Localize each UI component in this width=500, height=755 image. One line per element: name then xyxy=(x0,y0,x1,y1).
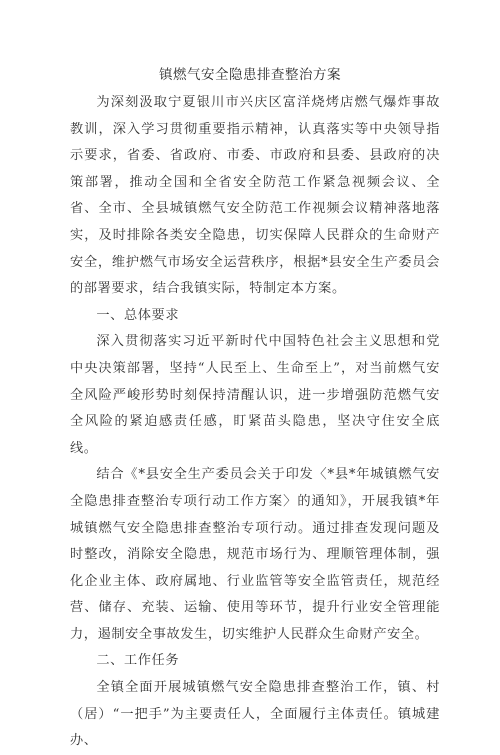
document-title: 镇燃气安全隐患排查整治方案 xyxy=(159,67,341,83)
body-paragraph: 全镇全面开展城镇燃气安全隐患排查整治工作，镇、村（居）“一把手”为主要责任人，全面履行主体责任。镇城建办、 xyxy=(70,680,440,749)
document-body xyxy=(70,90,440,755)
section-heading-general-requirements: 一、总体要求 xyxy=(96,307,180,323)
section-heading-work-tasks: 二、工作任务 xyxy=(96,653,180,669)
body-paragraph: 结合《*县安全生产委员会关于印发〈*县*年城镇燃气安全隐患排查整治专项行动工作方案〉的通知》，开展我镇*年城镇燃气安全隐患排查整治专项行动。通过排查发现问题及时整改，消除安全隐患，规范市场行为、理顺管理体制，强化企业主体、政府属地、行业监管等安全监管责任，规范经营、储存、充装、运输、使用等环节，提升行业安全管理能力，遏制安全事故发生，切实维护人民群众生命财产安全。 xyxy=(70,467,440,642)
intro-paragraph: 为深刻汲取宁夏银川市兴庆区富洋烧烤店燃气爆炸事故教训，深入学习贯彻重要指示精神，认真落实等中央领导指示要求，省委、省政府、市委、市政府和县委、县政府的决策部署，推动全国和全省安全防范工作紧急视频会议、全省、全市、全县城镇燃气安全防范工作视频会议精神落地落实，及时排除各类安全隐患，切实保障人民群众的生命财产安全，维护燃气市场安全运营秩序，根据*县安全生产委员会的部署要求，结合我镇实际，特制定本方案。 xyxy=(70,95,440,297)
body-paragraph: 深入贯彻落实习近平新时代中国特色社会主义思想和党中央决策部署，坚持“人民至上、生命至上”，对当前燃气安全风险严峻形势时刻保持清醒认识，进一步增强防范燃气安全风险的紧迫感责任感，盯紧苗头隐患，坚决守住安全底线。 xyxy=(70,334,440,456)
